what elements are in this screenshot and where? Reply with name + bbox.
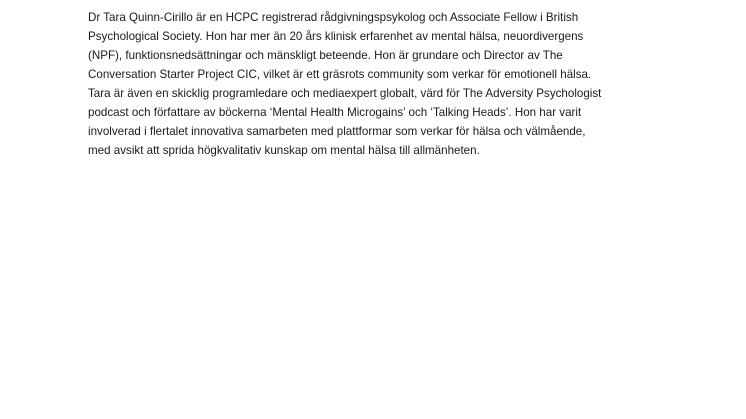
paragraph-line: (NPF), funktionsnedsättningar och mänskligt beteende. Hon är grundare och Director av The	[88, 49, 563, 62]
paragraph-line: Dr Tara Quinn-Cirillo är en HCPC registrerad rådgivningspsykolog och Associate Fellow i British	[88, 11, 579, 24]
paragraph-line: Psychological Society. Hon har mer än 20 års klinisk erfarenhet av mental hälsa, neuordivergens	[88, 30, 584, 43]
paragraph-line: involverad i flertalet innovativa samarbeten med plattformar som verkar för hälsa och välmående,	[88, 125, 586, 138]
paragraph-line: med avsikt att sprida högkvalitativ kunskap om mental hälsa till allmänheten.	[88, 144, 480, 157]
paragraph-line: podcast och författare av böckerna ‘Mental Health Microgains’ och ‘Talking Heads’. Hon har varit	[88, 106, 582, 119]
paragraph-line: Tara är även en skicklig programledare och mediaexpert globalt, värd för The Adversity Psychologist	[88, 87, 602, 100]
paragraph-line: Conversation Starter Project CIC, vilket är ett gräsrots community som verkar för emotionell hälsa.	[88, 68, 592, 81]
bio-paragraph	[88, 8, 668, 160]
